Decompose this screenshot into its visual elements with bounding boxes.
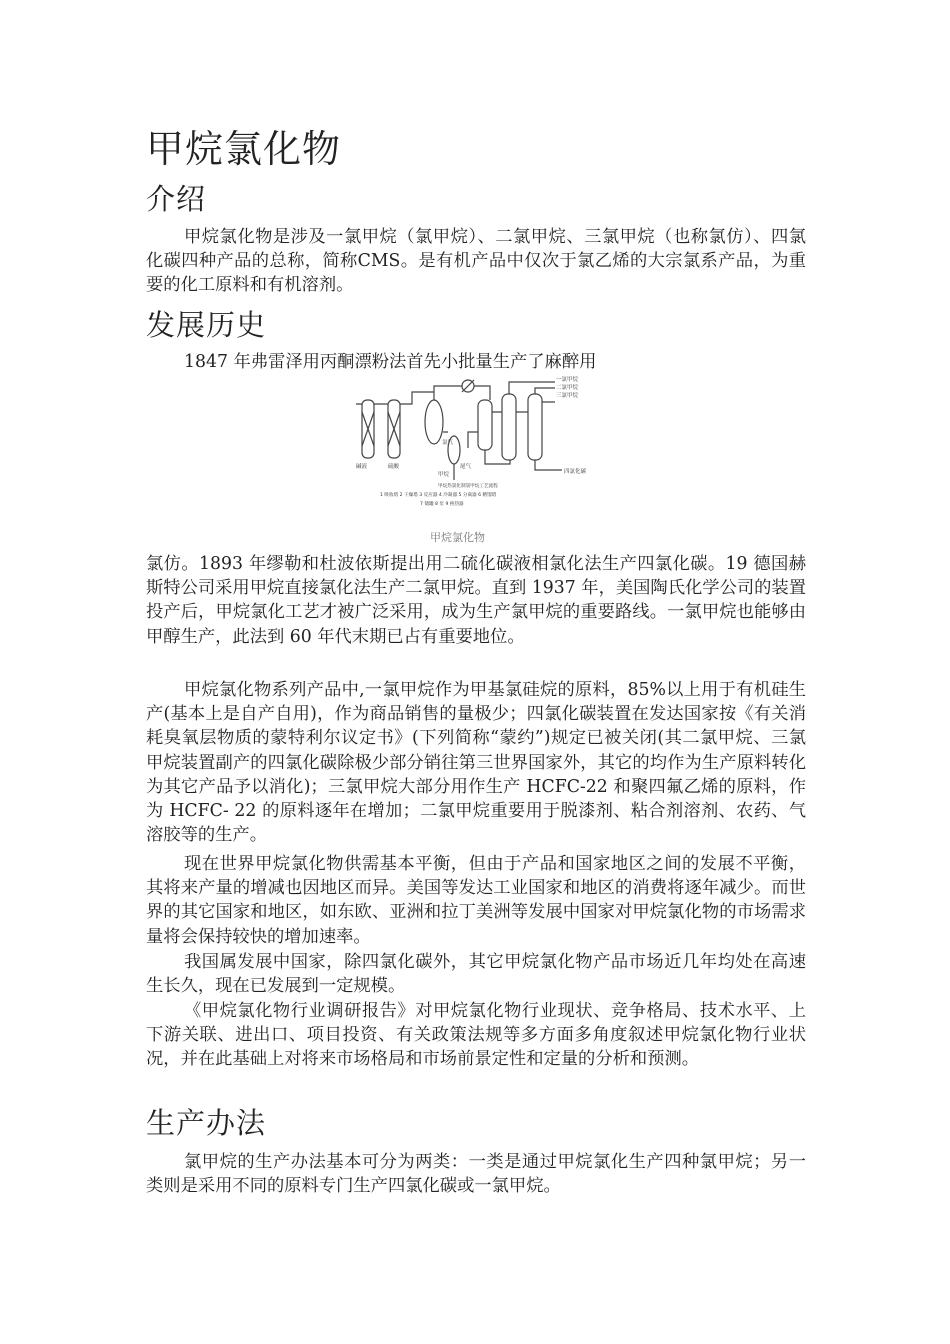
production-paragraph: 氯甲烷的生产办法基本可分为两类：一类是通过甲烷氯化生产四种氯甲烷；另一类则是采用不同的原料专门生产四氯化碳或一氯甲烷。 [146,1152,806,1197]
process-flow-figure [350,372,600,512]
svg-text:氯气: 氯气 [442,440,454,446]
svg-text:一氯甲烷: 一氯甲烷 [556,377,579,383]
svg-text:尾气: 尾气 [460,464,472,470]
document-title: 甲烷氯化物 [146,127,342,171]
figure-caption: 甲烷氯化物 [430,531,485,544]
history-lead-line: 1847 年弗雷泽用丙酮漂粉法首先小批量生产了麻醉用 [184,352,597,372]
history-paragraph-4: 我国属发展中国家，除四氯化碳外，其它甲烷氯化物产品市场近几年均处在高速生长久，现在已发展到一定规模。 [146,952,806,997]
svg-text:甲烷: 甲烷 [438,472,450,478]
svg-text:二氯甲烷: 二氯甲烷 [556,385,579,391]
history-paragraph-3: 现在世界甲烷氯化物供需基本平衡，但由于产品和国家地区之间的发展不平衡，其将来产量的增减也因地区而异。美国等发达工业国家和地区的消费将逐年减少。而世界的其它国家和地区，如东欧、亚洲和拉丁美洲等发展中国家对甲烷氯化物的市场需求量将会保持较快的增加速率。 [146,854,806,947]
svg-text:三氯甲烷: 三氯甲烷 [556,393,579,399]
history-paragraph-5: 《甲烷氯化物行业调研报告》对甲烷氯化物行业现状、竞争格局、技术水平、上下游关联、进出口、项目投资、有关政策法规等多方面多角度叙述甲烷氯化物行业状况，并在此基础上对将来市场格局和市场前景定性和定量的分析和预测。 [146,1001,806,1070]
svg-text:四氯化碳: 四氯化碳 [564,469,587,475]
process-flow-diagram [350,372,600,512]
svg-text:碱液: 碱液 [356,464,368,470]
svg-text:1 吸收塔 2 干燥塔 3 反应器 4 冷凝器 5: 1 吸收塔 2 干燥塔 3 反应器 4 冷凝器 5 分离器 6 精馏塔 [380,493,497,498]
history-paragraph-2: 甲烷氯化物系列产品中,一氯甲烷作为甲基氯硅烷的原料，85%以上用于有机硅生产(基本上是自产自用)，作为商品销售的量极少；四氯化碳装置在发达国家按《有关消耗臭氧层物质的蒙特利尔议定书》(下列简称“蒙约”)规定已被关闭(其二氯甲烷、三氯甲烷装置副产的四氯化碳除极少部分销往第三世界国家外，其它的均作为生产原料转化为其它产品予以消化)；三氯甲烷大部分用作生产 HCFC-22 和聚四氟乙烯的原料，作为 HCFC- 22 的原料逐年在增加；二氯甲烷重要用于脱漆剂、粘合剂溶剂、农药、气溶胶等的生产。 [146,680,806,846]
history-paragraph-1: 氯仿。1893 年缪勒和杜波依斯提出用二硫化碳液相氯化法生产四氯化碳。19 德国赫斯特公司采用甲烷直接氯化法生产二氯甲烷。直到 1937 年，美国陶氏化学公司的装置投产后，甲烷氯化工艺才被广泛采用，成为生产氯甲烷的重要路线。一氯甲烷也能够由甲醇生产，此法到 60 年代末期已占有重要地位。 [146,554,806,647]
intro-paragraph: 甲烷氯化物是涉及一氯甲烷（氯甲烷）、二氯甲烷、三氯甲烷（也称氯仿）、四氯化碳四种产品的总称，简称CMS。是有机产品中仅次于氯乙烯的大宗氯系产品，为重要的化工原料和有机溶剂。 [146,227,806,296]
svg-text:甲烷热氯化制氯甲烷工艺流程: 甲烷热氯化制氯甲烷工艺流程 [438,484,498,489]
svg-text:硫酸: 硫酸 [388,464,400,470]
svg-text:7 储罐 8 泵 9 换热器: 7 储罐 8 泵 9 换热器 [420,502,464,507]
section-heading-production: 生产办法 [146,1106,267,1140]
section-heading-history: 发展历史 [146,308,267,342]
section-heading-intro: 介绍 [146,182,207,216]
